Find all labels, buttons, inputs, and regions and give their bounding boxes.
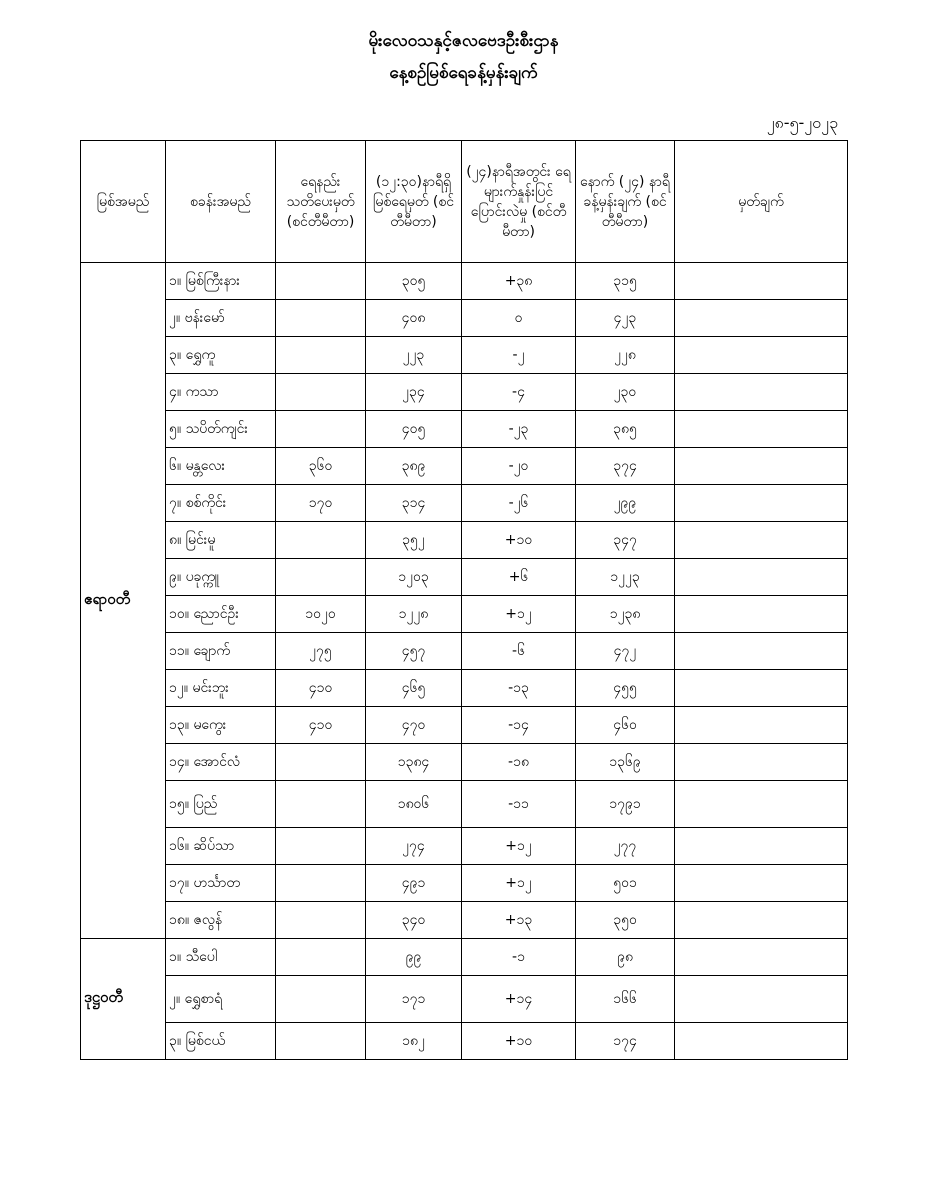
table-row xyxy=(81,828,848,865)
station-name-cell: ၁၆။ ဆိပ်သာ xyxy=(166,828,276,865)
station-name-cell: ၂။ ဗန်းမော် xyxy=(166,300,276,337)
station-name-cell: ၄။ ကသာ xyxy=(166,374,276,411)
current-level-cell: ၁၈၀၆ xyxy=(366,781,462,828)
current-level-cell: ၄၀၈ xyxy=(366,300,462,337)
station-name-cell: ၁၈။ ဇလွန် xyxy=(166,902,276,939)
table-row xyxy=(81,707,848,744)
current-level-cell: ၄၀၅ xyxy=(366,411,462,448)
forecast-cell: ၄၂၃ xyxy=(576,300,675,337)
alert-level-cell xyxy=(276,939,366,976)
change-cell: +၁၀ xyxy=(462,1023,576,1060)
table-row xyxy=(81,865,848,902)
change-cell: -၁ xyxy=(462,939,576,976)
current-level-cell: ၁၇၁ xyxy=(366,976,462,1023)
change-cell: -၆ xyxy=(462,633,576,670)
change-cell: +၃၈ xyxy=(462,263,576,300)
table-row xyxy=(81,633,848,670)
change-cell: ၀ xyxy=(462,300,576,337)
forecast-cell: ၁၆၆ xyxy=(576,976,675,1023)
alert-level-cell: ၄၁၀ xyxy=(276,707,366,744)
remark-cell xyxy=(675,337,848,374)
station-name-cell: ၁၀။ ညောင်ဦး xyxy=(166,596,276,633)
alert-level-cell xyxy=(276,976,366,1023)
current-level-cell: ၁၂၂၈ xyxy=(366,596,462,633)
change-cell: -၁၈ xyxy=(462,744,576,781)
change-cell: +၁၂ xyxy=(462,865,576,902)
remark-cell xyxy=(675,744,848,781)
table-header-row xyxy=(81,141,848,263)
change-cell: -၄ xyxy=(462,374,576,411)
forecast-cell: ၁၃၆၉ xyxy=(576,744,675,781)
station-name-cell: ၅။ သပိတ်ကျင်း xyxy=(166,411,276,448)
report-date: ၂၈-၅-၂၀၂၃ xyxy=(766,113,838,132)
remark-cell xyxy=(675,1023,848,1060)
change-cell: -၁၃ xyxy=(462,670,576,707)
current-level-cell: ၄၉၁ xyxy=(366,865,462,902)
current-level-cell: ၁၈၂ xyxy=(366,1023,462,1060)
forecast-cell: ၄၆၀ xyxy=(576,707,675,744)
change-cell: -၁၄ xyxy=(462,707,576,744)
remark-cell xyxy=(675,670,848,707)
alert-level-cell xyxy=(276,781,366,828)
change-cell: -၂ xyxy=(462,337,576,374)
forecast-cell: ၉၈ xyxy=(576,939,675,976)
remark-cell xyxy=(675,448,848,485)
station-name-cell: ၁၅။ ပြည် xyxy=(166,781,276,828)
forecast-cell: ၁၂၂၃ xyxy=(576,559,675,596)
current-level-cell: ၂၂၃ xyxy=(366,337,462,374)
current-level-cell: ၁၂၀၃ xyxy=(366,559,462,596)
forecast-cell: ၄၇၂ xyxy=(576,633,675,670)
col-river-name: မြစ်အမည် xyxy=(81,141,166,263)
col-remarks: မှတ်ချက် xyxy=(675,141,848,263)
col-24h-change: (၂၄)နာရီအတွင်း ရေများက်နှုန်းပြင် ပြောင်းလဲမှု (စင်တီမီတာ) xyxy=(462,141,576,263)
remark-cell xyxy=(675,828,848,865)
alert-level-cell: ၃၆၀ xyxy=(276,448,366,485)
current-level-cell: ၄၇၀ xyxy=(366,707,462,744)
current-level-cell: ၉၉ xyxy=(366,939,462,976)
alert-level-cell: ၁၇၀ xyxy=(276,485,366,522)
alert-level-cell xyxy=(276,522,366,559)
alert-level-cell xyxy=(276,374,366,411)
current-level-cell: ၄၆၅ xyxy=(366,670,462,707)
col-forecast: နောက် (၂၄) နာရီ ခန့်မှန်းချက် (စင်တီမီတာ) xyxy=(576,141,675,263)
table-row xyxy=(81,939,848,976)
river-name-cell: ဒုဋ္ဌဝတီ xyxy=(81,939,166,1060)
forecast-cell: ၃၈၅ xyxy=(576,411,675,448)
table-row xyxy=(81,559,848,596)
forecast-cell: ၁၇၄ xyxy=(576,1023,675,1060)
report-title-line2: နေ့စဉ်မြစ်ရေခန့်မှန်းချက် xyxy=(389,63,538,83)
table-row xyxy=(81,485,848,522)
table-row xyxy=(81,374,848,411)
remark-cell xyxy=(675,374,848,411)
change-cell: +၁၂ xyxy=(462,596,576,633)
station-name-cell: ၁၂။ မင်းဘူး xyxy=(166,670,276,707)
change-cell: +၁၃ xyxy=(462,902,576,939)
change-cell: -၂၀ xyxy=(462,448,576,485)
station-name-cell: ၁။ မြစ်ကြီးနား xyxy=(166,263,276,300)
forecast-cell: ၁၂၃၈ xyxy=(576,596,675,633)
remark-cell xyxy=(675,781,848,828)
station-name-cell: ၇။ စစ်ကိုင်း xyxy=(166,485,276,522)
alert-level-cell xyxy=(276,263,366,300)
table-row xyxy=(81,263,848,300)
table-row xyxy=(81,596,848,633)
forecast-cell: ၂၇၇ xyxy=(576,828,675,865)
forecast-cell: ၄၅၅ xyxy=(576,670,675,707)
station-name-cell: ၁၄။ အောင်လံ xyxy=(166,744,276,781)
remark-cell xyxy=(675,300,848,337)
forecast-cell: ၁၇၉၁ xyxy=(576,781,675,828)
current-level-cell: ၃၁၄ xyxy=(366,485,462,522)
col-alert-level: ရေနည်း သတိပေးမှတ် (စင်တီမီတာ) xyxy=(276,141,366,263)
current-level-cell: ၃၀၅ xyxy=(366,263,462,300)
alert-level-cell xyxy=(276,865,366,902)
current-level-cell: ၂၇၄ xyxy=(366,828,462,865)
change-cell: -၂၃ xyxy=(462,411,576,448)
alert-level-cell xyxy=(276,902,366,939)
remark-cell xyxy=(675,633,848,670)
table-row xyxy=(81,522,848,559)
col-station-name: စခန်းအမည် xyxy=(166,141,276,263)
table-row xyxy=(81,670,848,707)
station-name-cell: ၁၇။ ဟင်္သာတ xyxy=(166,865,276,902)
current-level-cell: ၃၈၉ xyxy=(366,448,462,485)
station-name-cell: ၁၁။ ချောက် xyxy=(166,633,276,670)
table-row xyxy=(81,300,848,337)
remark-cell xyxy=(675,263,848,300)
change-cell: +၁၀ xyxy=(462,522,576,559)
table-row xyxy=(81,448,848,485)
change-cell: +၆ xyxy=(462,559,576,596)
current-level-cell: ၂၃၄ xyxy=(366,374,462,411)
station-name-cell: ၃။ ရွှေကူ xyxy=(166,337,276,374)
station-name-cell: ၂။ ရွှေစာရံ xyxy=(166,976,276,1023)
current-level-cell: ၁၃၈၄ xyxy=(366,744,462,781)
remark-cell xyxy=(675,559,848,596)
forecast-cell: ၂၉၉ xyxy=(576,485,675,522)
remark-cell xyxy=(675,596,848,633)
station-name-cell: ၈။ မြင်းမူ xyxy=(166,522,276,559)
forecast-cell: ၅၀၁ xyxy=(576,865,675,902)
change-cell: +၁၂ xyxy=(462,828,576,865)
forecast-cell: ၂၃၀ xyxy=(576,374,675,411)
alert-level-cell xyxy=(276,828,366,865)
current-level-cell: ၄၅၇ xyxy=(366,633,462,670)
remark-cell xyxy=(675,411,848,448)
station-name-cell: ၃။ မြစ်ငယ် xyxy=(166,1023,276,1060)
current-level-cell: ၃၄၀ xyxy=(366,902,462,939)
forecast-cell: ၃၅၀ xyxy=(576,902,675,939)
alert-level-cell: ၂၇၅ xyxy=(276,633,366,670)
station-name-cell: ၁၃။ မကွေး xyxy=(166,707,276,744)
table-row xyxy=(81,744,848,781)
alert-level-cell xyxy=(276,1023,366,1060)
alert-level-cell xyxy=(276,411,366,448)
remark-cell xyxy=(675,939,848,976)
remark-cell xyxy=(675,485,848,522)
table-row xyxy=(81,902,848,939)
remark-cell xyxy=(675,902,848,939)
change-cell: -၂၆ xyxy=(462,485,576,522)
station-name-cell: ၉။ ပခုက္ကူ xyxy=(166,559,276,596)
alert-level-cell xyxy=(276,300,366,337)
forecast-cell: ၃၄၇ xyxy=(576,522,675,559)
alert-level-cell xyxy=(276,337,366,374)
table-row xyxy=(81,411,848,448)
forecast-cell: ၂၂၈ xyxy=(576,337,675,374)
change-cell: -၁၁ xyxy=(462,781,576,828)
remark-cell xyxy=(675,707,848,744)
forecast-cell: ၃၁၅ xyxy=(576,263,675,300)
forecast-cell: ၃၇၄ xyxy=(576,448,675,485)
remark-cell xyxy=(675,865,848,902)
table-row xyxy=(81,781,848,828)
current-level-cell: ၃၅၂ xyxy=(366,522,462,559)
alert-level-cell xyxy=(276,744,366,781)
station-name-cell: ၆။ မန္တလေး xyxy=(166,448,276,485)
alert-level-cell xyxy=(276,559,366,596)
station-name-cell: ၁။ သီပေါ xyxy=(166,939,276,976)
change-cell: +၁၄ xyxy=(462,976,576,1023)
alert-level-cell: ၁၀၂၀ xyxy=(276,596,366,633)
remark-cell xyxy=(675,976,848,1023)
report-title-line1: မိုးလေဝသနှင့်ဇလဗေဒဦးစီးဌာန xyxy=(368,31,559,51)
table-row xyxy=(81,976,848,1023)
table-row xyxy=(81,337,848,374)
table-row xyxy=(81,1023,848,1060)
col-current-level: (၁၂:၃၀)နာရီရှိ မြစ်ရေမှတ် (စင်တီမီတာ) xyxy=(366,141,462,263)
river-name-cell: ဧရာဝတီ xyxy=(81,263,166,939)
water-level-table xyxy=(80,140,848,1060)
alert-level-cell: ၄၁၀ xyxy=(276,670,366,707)
remark-cell xyxy=(675,522,848,559)
